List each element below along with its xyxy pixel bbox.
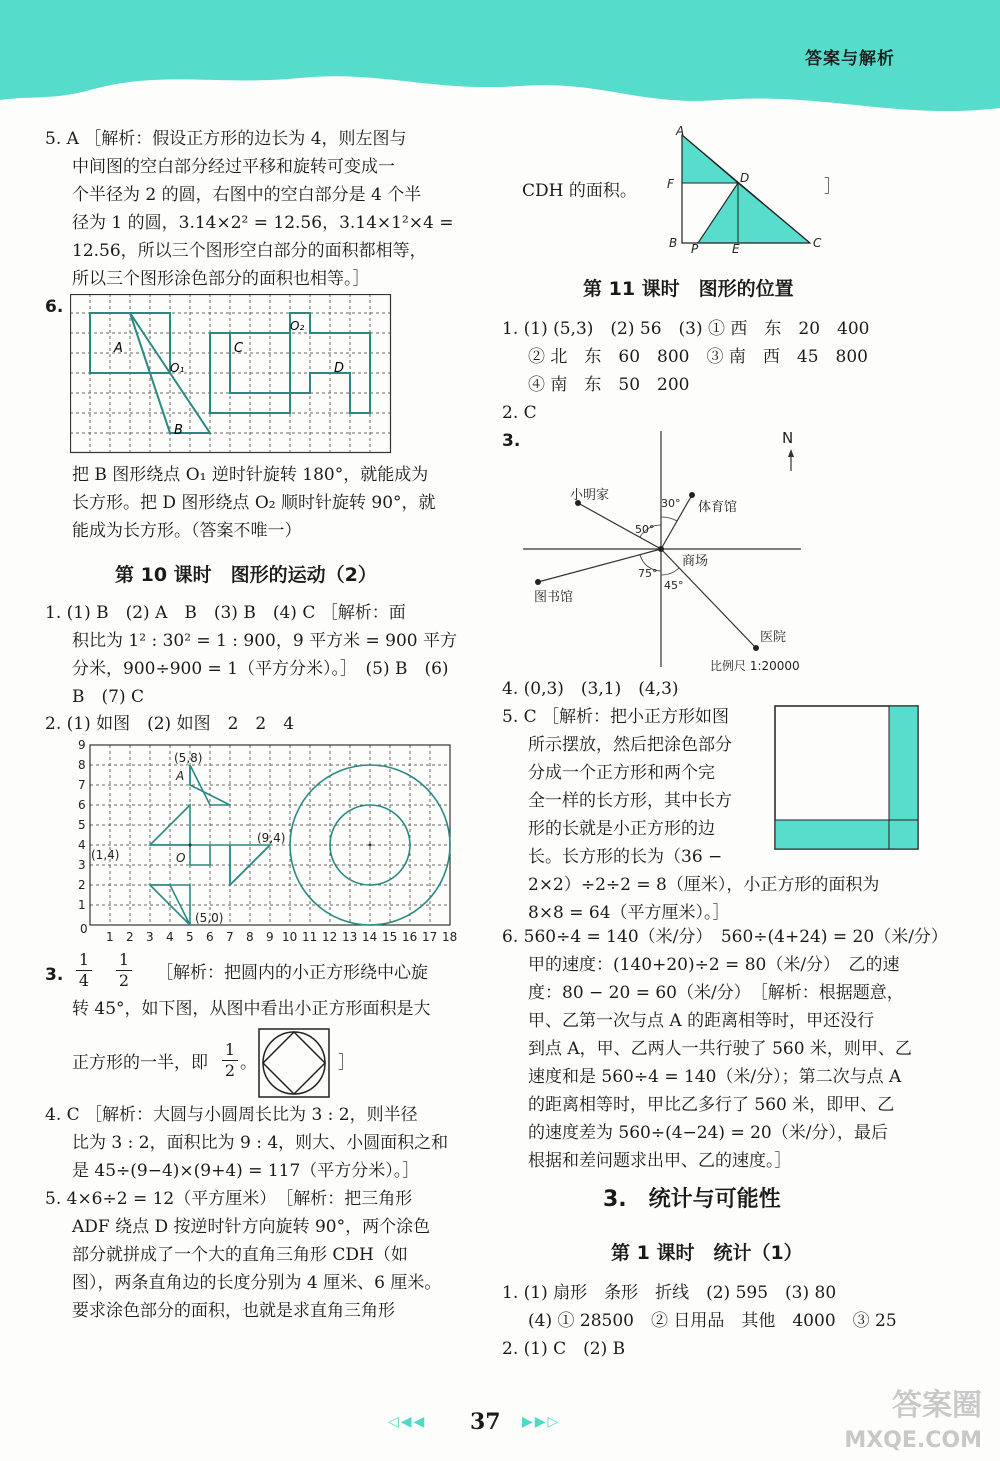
fraction-denominator: 4 bbox=[76, 970, 92, 991]
q5b-line: 图），两条直角边的长度分别为 4 厘米、6 厘米。 bbox=[72, 1273, 442, 1293]
point-label-o: O bbox=[176, 851, 186, 865]
cdh-area-text: CDH 的面积。 bbox=[522, 181, 637, 201]
triangle-cdh-figure bbox=[665, 125, 835, 253]
watermark-logo: 答案圈 bbox=[892, 1388, 982, 1423]
q5-solution-line: 个半径为 2 的圆，右图中的空白部分是 4 个半 bbox=[72, 185, 422, 205]
library-label: 图书馆 bbox=[534, 590, 574, 605]
r6-line: 度：80 − 20 = 60（米/分） ［解析：根据题意， bbox=[528, 983, 904, 1003]
x-tick-label: 14 bbox=[362, 930, 378, 944]
q3-fraction-2 bbox=[116, 950, 132, 991]
q4-line: 4. C ［解析：大圆与小圆周长比为 3 : 2，则半径 bbox=[45, 1105, 418, 1125]
r5-line: 长。长方形的长为（36 − bbox=[528, 847, 723, 867]
angle-50-label: 50° bbox=[635, 523, 655, 536]
r6-line: 甲的速度：(140+20)÷2 = 80（米/分） 乙的速 bbox=[528, 955, 900, 975]
q3-line: 正方形的一半，即 bbox=[72, 1053, 208, 1073]
r6-line: 速度和是 560÷4 = 140（米/分）；第二次与点 A bbox=[528, 1067, 902, 1087]
y-tick-label: 6 bbox=[78, 798, 86, 812]
header-title: 答案与解析 bbox=[805, 49, 895, 69]
cdh-bracket: ］ bbox=[824, 177, 841, 197]
angle-75-label: 75° bbox=[638, 567, 658, 580]
x-tick-label: 7 bbox=[226, 930, 234, 944]
fraction-numerator: 1 bbox=[78, 950, 90, 969]
r6-line: 的速度差为 560÷(4−24) = 20（米/分），最后 bbox=[528, 1123, 888, 1143]
r6-line: 到点 A，甲、乙两人一共行驶了 560 米，则甲、乙 bbox=[528, 1039, 912, 1059]
point-label-5-0: (5,0) bbox=[195, 911, 224, 925]
footer-left-arrows: ◁◀◀ bbox=[388, 1414, 427, 1430]
y-tick-label: 7 bbox=[78, 778, 86, 792]
square-arrangement-figure bbox=[774, 705, 920, 851]
y-tick-label: 4 bbox=[78, 838, 86, 852]
q4-line: 比为 3 : 2，面积比为 9 : 4，则大、小圆面积之和 bbox=[72, 1133, 449, 1153]
q2-line: 2. (1) 如图 (2) 如图 2 2 4 bbox=[45, 714, 295, 734]
angle-30-label: 30° bbox=[661, 497, 681, 510]
q5-solution-line: 12.56，所以三个图形空白部分的面积都相等， bbox=[72, 241, 427, 261]
unit-3-heading: 3. 统计与可能性 bbox=[603, 1187, 781, 1212]
r5-line: 8×8 = 64（平方厘米）。］ bbox=[528, 903, 730, 923]
q5b-line: ADF 绕点 D 按逆时针方向旋转 90°，两个涂色 bbox=[72, 1217, 431, 1237]
hospital-label: 医院 bbox=[760, 630, 787, 645]
q3-bracket: ］ bbox=[338, 1053, 355, 1073]
x-tick-label: 5 bbox=[186, 930, 194, 944]
x-tick-label: 11 bbox=[302, 930, 318, 944]
q4-line: 是 45÷(9−4)×(9+4) = 117（平方分米）。］ bbox=[72, 1161, 420, 1181]
q6-label-a: A bbox=[114, 341, 123, 356]
q2-coordinate-grid bbox=[60, 738, 460, 946]
lesson-1-heading: 第 1 课时 统计（1） bbox=[611, 1242, 803, 1264]
q1-line: B (7) C bbox=[72, 687, 144, 707]
q3-period: 。 bbox=[240, 1053, 257, 1073]
q3-square-figure bbox=[258, 1028, 332, 1100]
y-tick-label: 1 bbox=[78, 898, 86, 912]
x-tick-label: 4 bbox=[166, 930, 174, 944]
x-tick-label: 10 bbox=[282, 930, 298, 944]
q6-text-line: 能成为长方形。（答案不唯一） bbox=[72, 521, 302, 541]
y-tick-label: 2 bbox=[78, 878, 86, 892]
tri-label-e: E bbox=[732, 242, 740, 253]
scale-label: 比例尺 1:20000 bbox=[710, 659, 800, 673]
x-tick-label: 1 bbox=[106, 930, 114, 944]
lesson-10-heading: 第 10 课时 图形的运动（2） bbox=[115, 564, 377, 586]
tri-label-c: C bbox=[813, 236, 822, 250]
q5b-line: 部分就拼成了一个大的直角三角形 CDH（如 bbox=[72, 1245, 408, 1265]
watermark-url: MXQE.COM bbox=[844, 1428, 982, 1453]
q5-solution-line: 中间图的空白部分经过平移和旋转可变成一 bbox=[72, 157, 395, 177]
fraction-numerator: 1 bbox=[118, 950, 130, 969]
q3-line: 转 45°，如下图，从图中看出小正方形面积是大 bbox=[72, 999, 431, 1019]
x-tick-label: 3 bbox=[146, 930, 154, 944]
q6-label-c: C bbox=[234, 341, 244, 356]
q3-line: ［解析：把圆内的小正方形绕中心旋 bbox=[156, 963, 428, 983]
footer-right-arrows: ▶▶▷ bbox=[522, 1414, 561, 1430]
q6-label-d: D bbox=[334, 361, 345, 376]
tri-label-d: D bbox=[740, 171, 750, 185]
r6-line: 甲、乙第一次与点 A 的距离相等时，甲还没行 bbox=[528, 1011, 875, 1031]
r6-line: 的距离相等时，甲比乙多行了 560 米，即甲、乙 bbox=[528, 1095, 895, 1115]
q3-number: 3. bbox=[45, 965, 64, 985]
point-label-9-4: (9,4) bbox=[257, 831, 286, 845]
x-tick-label: 9 bbox=[266, 930, 274, 944]
tri-label-a: A bbox=[676, 125, 685, 138]
q6-label-o2: O₂ bbox=[290, 319, 305, 333]
r5-line: 形的长就是小正方形的边 bbox=[528, 819, 715, 839]
r1-line: ② 北 东 60 800 ③ 南 西 45 800 bbox=[528, 347, 868, 367]
x-tick-label: 15 bbox=[382, 930, 398, 944]
q5b-line: 5. 4×6÷2 = 12（平方厘米） ［解析：把三角形 bbox=[45, 1189, 413, 1209]
r5-line: 所示摆放，然后把涂色部分 bbox=[528, 735, 732, 755]
q6-number: 6. bbox=[45, 297, 64, 317]
r1-line: 1. (1) (5,3) (2) 56 (3) ① 西 东 20 400 bbox=[502, 319, 870, 339]
point-label-1-4: (1,4) bbox=[91, 848, 120, 862]
north-label: N bbox=[782, 429, 794, 447]
x-tick-label: 18 bbox=[442, 930, 458, 944]
q1-line: 积比为 1² : 30² = 1 : 900，9 平方米 = 900 平方 bbox=[72, 631, 457, 651]
s1-line: (4) ① 28500 ② 日用品 其他 4000 ③ 25 bbox=[528, 1311, 897, 1331]
fraction-numerator: 1 bbox=[224, 1040, 236, 1059]
tri-label-p: P bbox=[691, 242, 699, 253]
s2-line: 2. (1) C (2) B bbox=[502, 1339, 626, 1359]
y-tick-label: 3 bbox=[78, 858, 86, 872]
r1-line: ④ 南 东 50 200 bbox=[528, 375, 690, 395]
q5-solution-line: 径为 1 的圆，3.14×2² = 12.56，3.14×1²×4 = bbox=[72, 213, 454, 233]
x-tick-label: 6 bbox=[206, 930, 214, 944]
x-tick-label: 12 bbox=[322, 930, 338, 944]
y-tick-label: 8 bbox=[78, 758, 86, 772]
s1-line: 1. (1) 扇形 条形 折线 (2) 595 (3) 80 bbox=[502, 1283, 837, 1303]
lesson-11-heading: 第 11 课时 图形的位置 bbox=[583, 278, 794, 300]
r5-line: 2×2）÷2÷2 = 8（厘米），小正方形的面积为 bbox=[528, 875, 880, 895]
q1-line: 1. (1) B (2) A B (3) B (4) C ［解析：面 bbox=[45, 603, 406, 623]
q5-solution-line: 5. A ［解析：假设正方形的边长为 4，则左图与 bbox=[45, 129, 407, 149]
page-number: 37 bbox=[470, 1409, 501, 1435]
point-label-5-8: (5,8) bbox=[174, 751, 203, 765]
angle-45-label: 45° bbox=[664, 579, 684, 592]
fraction-denominator: 2 bbox=[116, 970, 132, 991]
r4-line: 4. (0,3) (3,1) (4,3) bbox=[502, 679, 679, 699]
x-tick-label: 2 bbox=[126, 930, 134, 944]
r2-line: 2. C bbox=[502, 403, 537, 423]
origin-label: 0 bbox=[80, 922, 88, 936]
tri-label-b: B bbox=[669, 236, 678, 250]
q6-text-line: 把 B 图形绕点 O₁ 逆时针旋转 180°，就能成为 bbox=[72, 465, 429, 485]
q6-label-o1: O₁ bbox=[170, 361, 185, 375]
q3-fraction-half bbox=[222, 1040, 238, 1081]
r6-line: 6. 560÷4 = 140（米/分） 560÷(4+24) = 20（米/分） bbox=[502, 927, 948, 947]
mall-label: 商场 bbox=[682, 554, 709, 569]
fraction-denominator: 2 bbox=[222, 1060, 238, 1081]
y-tick-label: 9 bbox=[78, 738, 86, 752]
r5-line: 全一样的长方形，其中长方 bbox=[528, 791, 732, 811]
q6-label-b: B bbox=[174, 423, 183, 438]
r5-line: 分成一个正方形和两个完 bbox=[528, 763, 715, 783]
q6-text-line: 长方形。把 D 图形绕点 O₂ 顺时针旋转 90°，就 bbox=[72, 493, 436, 513]
x-tick-label: 17 bbox=[422, 930, 438, 944]
point-label-a: A bbox=[176, 769, 185, 783]
q5b-line: 要求涂色部分的面积，也就是求直角三角形 bbox=[72, 1301, 395, 1321]
q5-solution-line: 所以三个图形涂色部分的面积也相等。］ bbox=[72, 269, 370, 289]
q3-fraction-1 bbox=[76, 950, 92, 991]
home-label: 小明家 bbox=[570, 488, 610, 503]
q1-line: 分米，900÷900 = 1（平方分米）。］ (5) B (6) bbox=[72, 659, 449, 679]
r6-line: 根据和差问题求出甲、乙的速度。］ bbox=[528, 1151, 792, 1171]
x-tick-label: 16 bbox=[402, 930, 418, 944]
gym-label: 体育馆 bbox=[698, 500, 738, 515]
r3-number: 3. bbox=[502, 431, 521, 451]
direction-map-figure bbox=[520, 425, 840, 677]
x-tick-label: 13 bbox=[342, 930, 358, 944]
r5-line: 5. C ［解析：把小正方形如图 bbox=[502, 707, 730, 727]
q6-rotation-figure bbox=[70, 294, 392, 454]
x-tick-label: 8 bbox=[246, 930, 254, 944]
tri-label-f: F bbox=[667, 177, 674, 191]
y-tick-label: 5 bbox=[78, 818, 86, 832]
